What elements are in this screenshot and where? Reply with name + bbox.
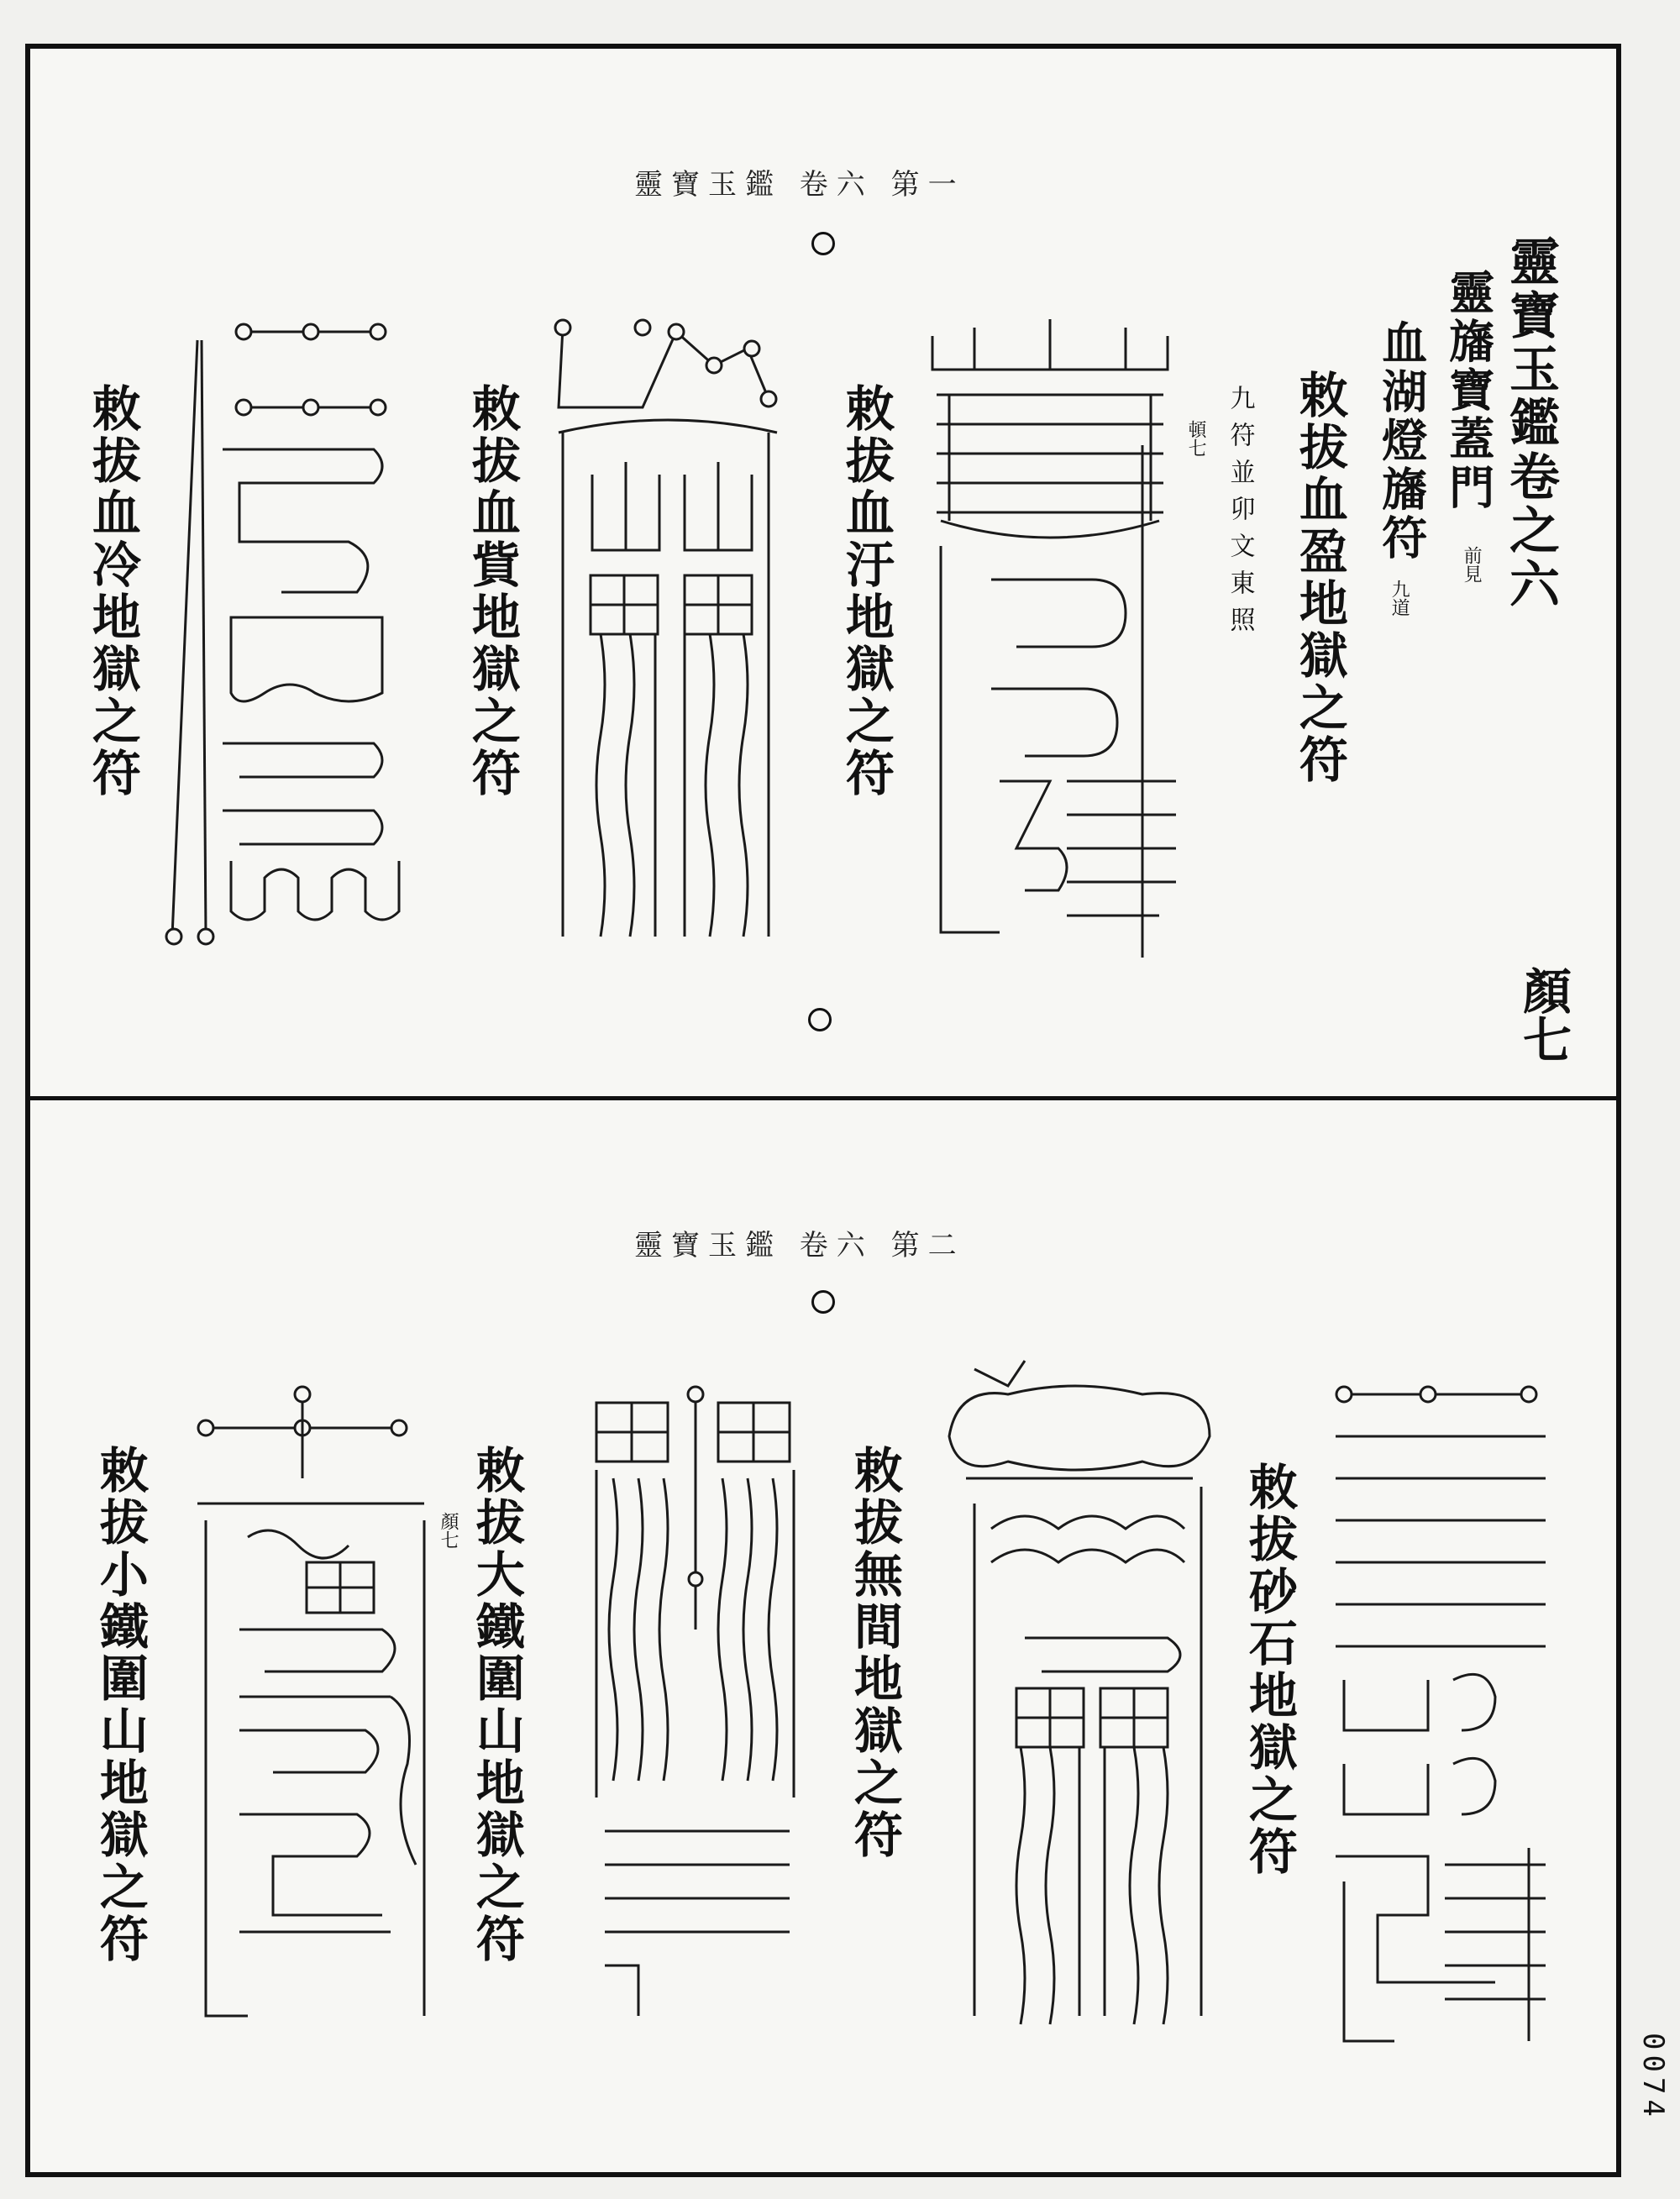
panel-divider [25,1096,1621,1100]
section-note: 前見 [1461,546,1483,583]
caption-small-iron-mountain: 敕拔小鐵圍山地獄之符 [91,1445,149,1965]
talisman-blood-filth [924,311,1176,966]
small-note: 九符並卯文東照 [1225,385,1255,643]
bottom-tiny-note: 顏七 [438,1512,459,1549]
subsection-title: 血湖燈旛符 [1374,319,1429,563]
subsection-note: 九道 [1389,580,1410,617]
volume-title: 靈寶玉鑑卷之六 [1501,235,1560,611]
talisman-small-iron-mountain [189,1378,441,2049]
caption-blood-cold: 敕拔血冷地獄之符 [83,383,141,800]
caption-great-iron-mountain: 敕拔大鐵圍山地獄之符 [467,1445,525,1965]
top-ring-upper [811,232,835,255]
tiny-note: 頓七 [1185,420,1207,457]
top-ring-lower [808,1008,832,1031]
caption-uninterrupted: 敕拔無間地獄之符 [845,1445,903,1861]
caption-sand-stone: 敕拔砂石地獄之符 [1240,1462,1298,1878]
side-page-number: 0074 [1636,2033,1670,2122]
talisman-blood-wealth [550,315,785,970]
caption-blood-wealth: 敕拔血貲地獄之符 [463,383,521,800]
top-header: 靈寶玉鑑 卷六 第一 [634,168,965,202]
caption-blood-full: 敕拔血盈地獄之符 [1290,370,1348,786]
bottom-ring [811,1290,835,1314]
talisman-sand-stone [1327,1378,1554,2049]
caption-blood-filth: 敕拔血汙地獄之符 [837,383,895,800]
bottom-header: 靈寶玉鑑 卷六 第二 [634,1229,965,1262]
talisman-uninterrupted [941,1352,1218,2024]
talisman-great-iron-mountain [588,1378,806,2033]
page-mark: 顏七 [1515,966,1572,1063]
talisman-blood-cold [164,323,416,953]
section-title: 靈旛寶蓋門 [1441,269,1496,512]
